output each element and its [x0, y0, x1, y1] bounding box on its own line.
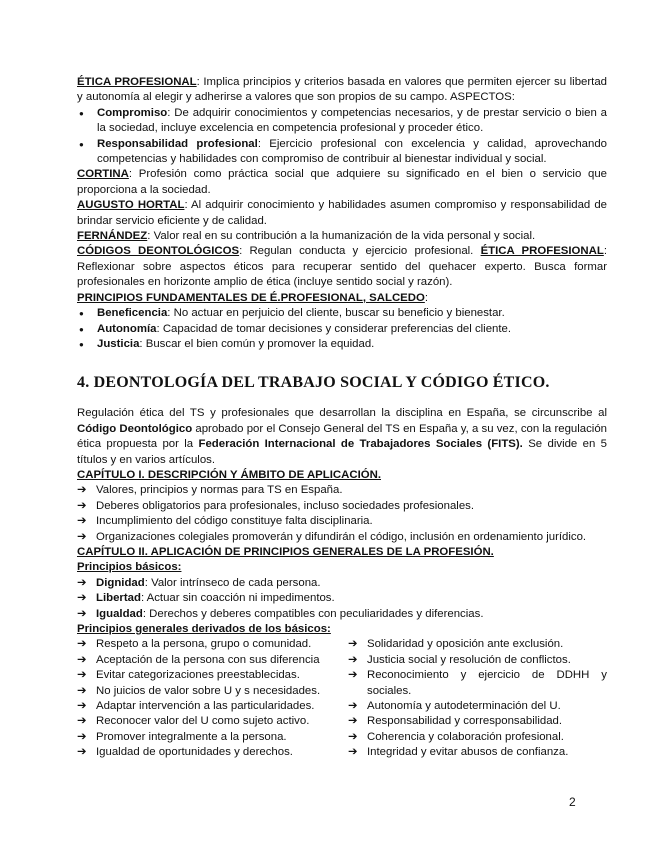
- arrow-icon: ➔: [348, 746, 358, 759]
- fernandez-text: : Valor real en su contribución a la humanización de la vida personal y social.: [147, 230, 536, 243]
- cap1-heading: CAPÍTULO I. DESCRIPCIÓN Y ÁMBITO DE APLICACIÓN.: [77, 468, 381, 481]
- arrow-icon: ➔: [77, 653, 87, 666]
- cap2-heading: CAPÍTULO II. APLICACIÓN DE PRINCIPIOS GENERALES DE LA PROFESIÓN.: [77, 545, 494, 558]
- item-text: No juicios de valor sobre U y s necesidades.: [96, 684, 321, 697]
- list-item: [77, 730, 348, 745]
- bullet-term: Responsabilidad profesional: [97, 137, 258, 150]
- bullet-text: : De adquirir conocimientos y competencias necesarios, y de prestar servicio o bien a la sociedad, incluye excelencia en competencia profesional y proceder ético.: [97, 106, 607, 135]
- arrow-icon: ➔: [77, 484, 87, 497]
- cap2-heading-line: [77, 545, 607, 560]
- arrow-icon: ➔: [348, 653, 358, 666]
- bullet-text: : No actuar en perjuicio del cliente, buscar su beneficio y bienestar.: [167, 307, 505, 320]
- arrow-icon: ➔: [77, 638, 87, 651]
- list-item: [77, 745, 348, 760]
- hortal-text: : Al adquirir conocimiento y habilidades asumen compromiso y responsabilidad de brindar servicio eficiente y de calidad.: [77, 199, 607, 227]
- bullet-text: : Capacidad de tomar decisiones y considerar preferencias del cliente.: [156, 322, 512, 335]
- cortina-paragraph: [77, 167, 607, 198]
- item-text: : Valor intrínseco de cada persona.: [144, 576, 321, 589]
- item-text: : Derechos y deberes compatibles con peculiaridades y diferencias.: [142, 607, 484, 620]
- list-item: [77, 306, 607, 321]
- list-item: [77, 637, 348, 652]
- bullet-term: Beneficencia: [97, 307, 168, 320]
- list-item: [348, 637, 607, 652]
- item-text: Coherencia y colaboración profesional.: [367, 730, 564, 743]
- codigos-paragraph: [77, 244, 607, 290]
- arrow-icon: ➔: [77, 515, 87, 528]
- generales-left-list: [77, 637, 348, 760]
- item-text: Responsabilidad y corresponsabilidad.: [367, 715, 563, 728]
- item-text: Solidaridad y oposición ante exclusión.: [367, 638, 564, 651]
- item-text: Reconocer valor del U como sujeto activo.: [96, 715, 310, 728]
- list-item: [77, 576, 607, 591]
- principios-list: [77, 306, 607, 352]
- bullet-term: Compromiso: [97, 106, 168, 119]
- generales-columns: [77, 637, 607, 760]
- list-item: [348, 699, 607, 714]
- etica-aspects-list: [77, 106, 607, 168]
- item-text: Deberes obligatorios para profesionales, incluso sociedades profesionales.: [96, 499, 475, 512]
- list-item: [77, 684, 348, 699]
- list-item: [77, 591, 607, 606]
- principios-colon: :: [424, 291, 429, 304]
- intro-text: aprobado por el Consejo General del TS en España y, a su vez, con la regulación ética propuesta por la: [77, 422, 608, 451]
- list-item: [77, 483, 607, 498]
- list-item: [348, 668, 607, 699]
- arrow-icon: ➔: [77, 669, 87, 682]
- generales-heading-line: [77, 622, 607, 637]
- bullet-text: : Ejercicio profesional con excelencia y calidad, aprovechando competencias y habilidades con compromiso de contribuir al bienestar individual y social.: [97, 137, 607, 166]
- codigo-deontologico-term: Código Deontológico: [77, 422, 193, 435]
- item-text: : Actuar sin coacción ni impedimentos.: [140, 592, 335, 605]
- etica-heading: ÉTICA PROFESIONAL: [77, 76, 197, 88]
- list-item: [77, 668, 348, 683]
- list-item: [77, 499, 607, 514]
- arrow-icon: ➔: [77, 746, 87, 759]
- item-term: Dignidad: [96, 576, 145, 589]
- fernandez-paragraph: [77, 229, 607, 244]
- bullet-term: Autonomía: [97, 322, 157, 335]
- fits-term: Federación Internacional de Trabajadores Sociales (FITS).: [198, 438, 523, 451]
- cortina-text: : Profesión como práctica social que adquiere su significado en el bien o servicio que proporciona a la sociedad.: [77, 168, 607, 196]
- list-item: [348, 653, 607, 668]
- item-text: Integridad y evitar abusos de confianza.: [367, 746, 569, 759]
- item-text: Valores, principios y normas para TS en España.: [96, 484, 343, 497]
- list-item: [77, 714, 348, 729]
- list-item: [348, 745, 607, 760]
- item-term: Igualdad: [96, 607, 143, 620]
- etica-text: : Implica principios y criterios basada en valores que permiten ejercer su libertad y autonomía al elegir y adherirse a valores que son propios de su campo. ASPECTOS:: [77, 76, 607, 104]
- item-text: Organizaciones colegiales promoverán y difundirán el código, inclusión en ordenamiento jurídico.: [96, 530, 587, 543]
- principios-heading-line: [77, 291, 607, 306]
- list-item: [77, 137, 607, 168]
- arrow-icon: ➔: [77, 684, 87, 697]
- item-text: Promover integralmente a la persona.: [96, 730, 287, 743]
- list-item: [348, 714, 607, 729]
- list-item: [77, 699, 348, 714]
- list-item: [77, 607, 607, 622]
- cap1-list: [77, 483, 607, 545]
- item-text: Reconocimiento y ejercicio de DDHH y sociales.: [367, 669, 607, 697]
- principios-heading: PRINCIPIOS FUNDAMENTALES DE É.PROFESIONAL, SALCEDO: [77, 291, 425, 304]
- hortal-heading: AUGUSTO HORTAL: [77, 199, 185, 212]
- item-text: Aceptación de la persona con sus diferencia: [96, 653, 320, 666]
- bullet-text: : Buscar el bien común y promover la equidad.: [139, 337, 375, 350]
- item-term: Libertad: [96, 592, 141, 605]
- item-text: Incumplimiento del código constituye falta disciplinaria.: [96, 515, 373, 528]
- list-item: [77, 530, 607, 545]
- etica-profesional-text: : Reflexionar sobre aspectos éticos para recuperar sentido del quehacer experto. Busca formar profesionales en horizonte amplio de ética (incluye sentido social y razón).: [77, 245, 607, 289]
- basicos-heading: Principios básicos:: [77, 561, 182, 574]
- arrow-icon: ➔: [77, 499, 87, 512]
- cap1-heading-line: [77, 468, 607, 483]
- fernandez-heading: FERNÁNDEZ: [77, 230, 148, 243]
- list-item: [77, 322, 607, 337]
- list-item: [77, 653, 348, 668]
- page-number: 2: [569, 795, 576, 809]
- list-item: [77, 337, 607, 352]
- item-text: Autonomía y autodeterminación del U.: [367, 700, 561, 713]
- bullet-term: Justicia: [97, 337, 140, 350]
- intro-text: Se divide en 5 títulos y en varios artículos.: [77, 438, 607, 466]
- arrow-icon: ➔: [77, 592, 87, 605]
- section-4-intro: [77, 406, 607, 468]
- item-text: Justicia social y resolución de conflictos.: [367, 653, 571, 666]
- hortal-paragraph: [77, 198, 607, 229]
- arrow-icon: ➔: [348, 730, 358, 743]
- cortina-heading: CORTINA: [77, 168, 129, 181]
- basicos-heading-line: [77, 560, 607, 575]
- generales-right-list: [348, 637, 607, 760]
- item-text: Igualdad de oportunidades y derechos.: [96, 746, 293, 759]
- arrow-icon: ➔: [348, 700, 358, 713]
- item-text: Respeto a la persona, grupo o comunidad.: [96, 638, 312, 651]
- intro-text: Regulación ética del TS y profesionales que desarrollan la disciplina en España, se circunscribe al: [77, 407, 607, 420]
- document-body: [77, 75, 607, 761]
- arrow-icon: ➔: [348, 669, 358, 682]
- etica-profesional-heading: ÉTICA PROFESIONAL: [480, 245, 604, 258]
- list-item: [348, 730, 607, 745]
- list-item: [77, 514, 607, 529]
- arrow-icon: ➔: [77, 730, 87, 743]
- arrow-icon: ➔: [77, 715, 87, 728]
- arrow-icon: ➔: [77, 530, 87, 543]
- arrow-icon: ➔: [348, 638, 358, 651]
- etica-paragraph: [77, 75, 607, 106]
- list-item: [77, 106, 607, 137]
- generales-heading: Principios generales derivados de los básicos:: [77, 623, 331, 635]
- item-text: Evitar categorizaciones preestablecidas.: [96, 669, 300, 682]
- arrow-icon: ➔: [348, 715, 358, 728]
- arrow-icon: ➔: [77, 700, 87, 713]
- section-4-title: 4. DEONTOLOGÍA DEL TRABAJO SOCIAL Y CÓDIGO ÉTICO.: [77, 374, 550, 392]
- codigos-heading: CÓDIGOS DEONTOLÓGICOS: [77, 245, 240, 258]
- codigos-text: : Regulan conducta y ejercicio profesional.: [239, 245, 481, 258]
- arrow-icon: ➔: [77, 576, 87, 589]
- arrow-icon: ➔: [77, 607, 87, 620]
- basicos-list: [77, 576, 607, 622]
- item-text: Adaptar intervención a las particularidades.: [96, 700, 315, 713]
